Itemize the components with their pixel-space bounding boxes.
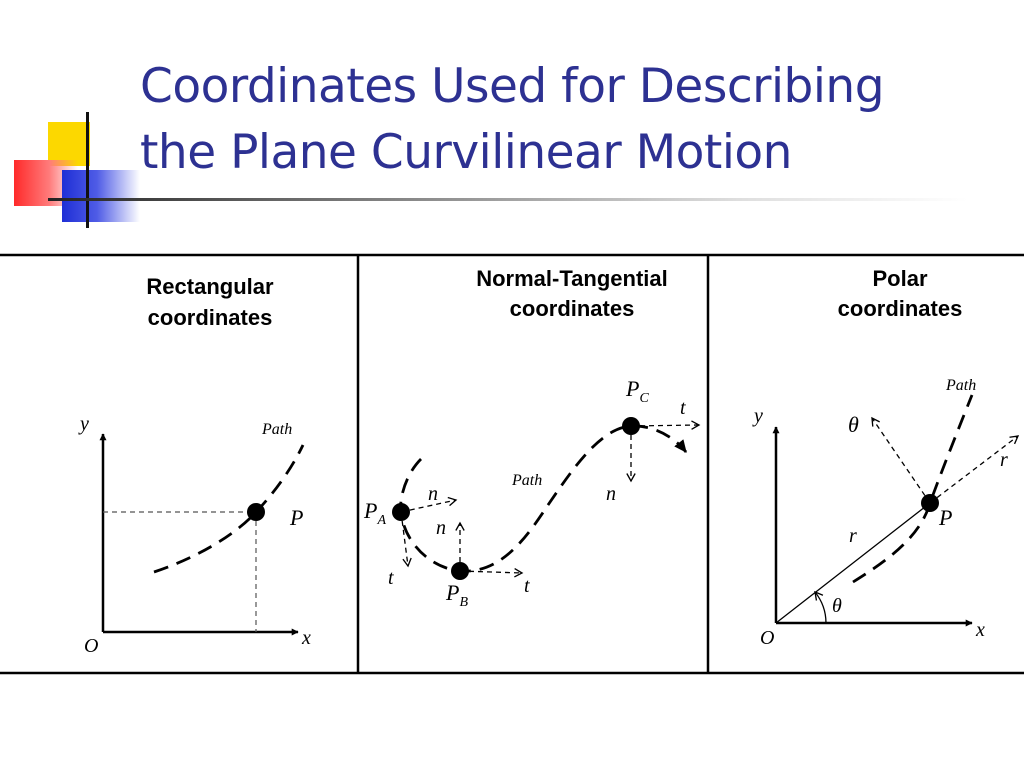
nt-c-label-sub: C bbox=[639, 391, 649, 406]
rect-point-label: P bbox=[290, 505, 304, 530]
nt-a-label bbox=[363, 498, 386, 528]
nt-b-label-sub: B bbox=[459, 595, 469, 610]
rect-y-label: y bbox=[80, 413, 89, 435]
slide-title-line-2: the Plane Curvilinear Motion bbox=[140, 125, 792, 180]
nt-b-t-label: t bbox=[524, 575, 530, 597]
polar-y-label: y bbox=[754, 405, 763, 427]
polar-theta-angle-label: θ bbox=[832, 595, 842, 617]
polar-heading-line-1: Polar bbox=[872, 266, 928, 291]
rectangular-heading-line-2: coordinates bbox=[147, 305, 273, 330]
polar-path-label: Path bbox=[946, 377, 977, 394]
polar-point-label: P bbox=[939, 505, 953, 530]
nt-c-t-label: t bbox=[680, 397, 686, 419]
nt-a-n-label: n bbox=[428, 483, 438, 505]
rect-origin-label: O bbox=[84, 635, 99, 657]
nt-c-label-main: P bbox=[626, 376, 640, 401]
polar-theta-arc bbox=[815, 592, 826, 623]
polar-r-direction-label: r bbox=[1000, 449, 1008, 471]
nt-a-label-sub: A bbox=[377, 513, 387, 528]
polar-radius-line bbox=[776, 503, 930, 623]
polar-path-curve bbox=[853, 395, 972, 582]
rectangular-heading-line-1: Rectangular bbox=[146, 274, 274, 299]
rect-path-curve bbox=[154, 445, 303, 572]
slide-title-line-1: Coordinates Used for Describing bbox=[140, 59, 885, 114]
rect-x-label: x bbox=[302, 627, 311, 649]
nt-b-label bbox=[445, 580, 468, 610]
polar-x-label: x bbox=[976, 619, 985, 641]
nt-path-label: Path bbox=[512, 472, 543, 489]
polar-heading-line-2: coordinates bbox=[837, 296, 963, 321]
nt-c-label bbox=[625, 376, 649, 406]
polar-theta-direction-arrow bbox=[872, 418, 930, 503]
nt-c-n-label: n bbox=[606, 483, 616, 505]
polar-theta-direction-label: θ bbox=[848, 412, 859, 437]
nt-heading-line-2: coordinates bbox=[509, 296, 635, 321]
polar-point-p bbox=[921, 494, 939, 512]
nt-path-curve bbox=[401, 426, 686, 571]
rect-path-label: Path bbox=[262, 421, 293, 438]
nt-a-label-main: P bbox=[364, 498, 378, 523]
nt-heading-line-1: Normal-Tangential bbox=[476, 266, 668, 291]
normal-tangential-panel bbox=[363, 266, 699, 610]
rect-point-p bbox=[247, 503, 265, 521]
nt-a-t-label: t bbox=[388, 567, 394, 589]
polar-r-label: r bbox=[849, 525, 857, 547]
polar-origin-label: O bbox=[760, 627, 775, 649]
nt-b-label-main: P bbox=[446, 580, 460, 605]
nt-b-n-label: n bbox=[436, 517, 446, 539]
rectangular-panel bbox=[78, 274, 311, 657]
polar-panel bbox=[752, 266, 1018, 649]
